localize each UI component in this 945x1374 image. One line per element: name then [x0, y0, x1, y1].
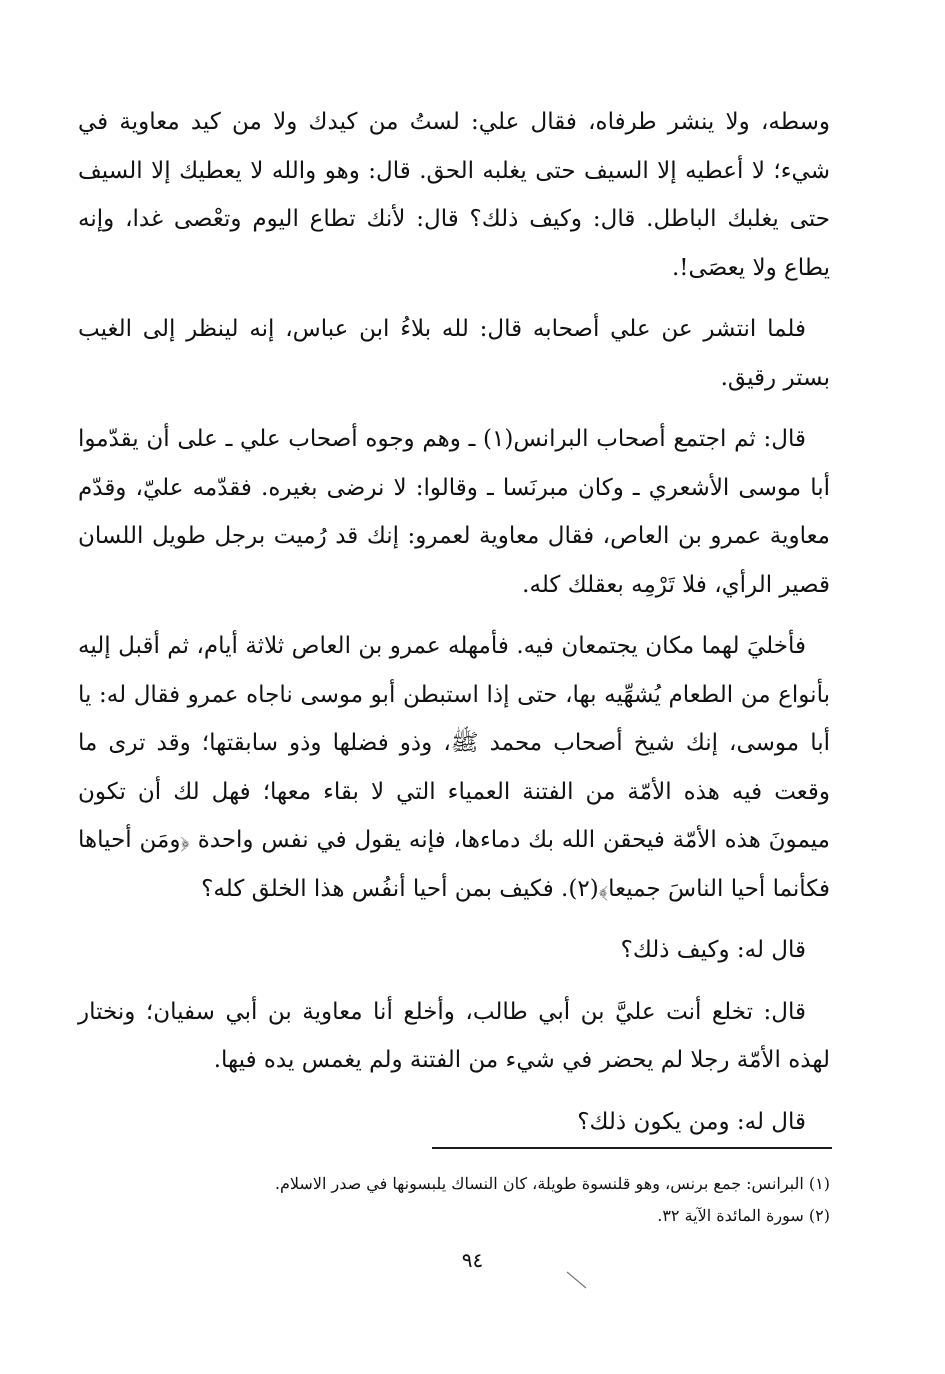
footnote-2: (٢) سورة المائدة الآية ٣٢.: [657, 1206, 830, 1225]
footnote-divider: [432, 1147, 832, 1149]
paragraph-4: فأخليَ لهما مكان يجتمعان فيه. فأمهله عمرو بن العاص ثلاثة أيام، ثم أقبل إليه بأنواع من الطعام يُشهِّيه بها، حتى إذا استبطن أبو موسى ناجاه عمرو فقال له: يا أبا موسى، إنك شيخ أصحاب محمد ﷺ، وذو فضلها وذو سابقتها؛ وقد ترى ما وقعت فيه هذه الأمّة من الفتنة العمياء التي لا بقاء معها؛ فهل لك أن تكون ميمونَ هذه الأمّة فيحقن الله بك دماءها، فإنه يقول في نفس واحدة ﴿ومَن أحياها فكأنما أحيا الناسَ جميعا﴾(٢). فكيف بمن أحيا أنفُس هذا الخلق كله؟: [78, 633, 830, 902]
footnote-1: (١) البرانس: جمع برنس، وهو قلنسوة طويلة، كان النساك يلبسونها في صدر الاسلام.: [274, 1174, 830, 1193]
paragraph-7: قال له: ومن يكون ذلك؟: [577, 1108, 806, 1135]
paragraph-5: قال له: وكيف ذلك؟: [620, 937, 806, 963]
paragraph-6: قال: تخلع أنت عليَّ بن أبي طالب، وأخلع أنا معاوية بن أبي سفيان؛ ونختار لهذه الأمّة رجلا لم يحضر في شيء من الفتنة ولم يغمس يده فيها.: [78, 998, 830, 1073]
paragraph-3: قال: ثم اجتمع أصحاب البرانس(١) ـ وهم وجوه أصحاب علي ـ على أن يقدّموا أبا موسى الأشعري ـ وكان مبرنَسا ـ وقالوا: لا نرضى بغيره. فقدّمه عليّ، وقدّم معاوية عمرو بن العاص، فقال معاوية لعمرو: إنك قد رُميت برجل طويل اللسان قصير الرأي، فلا تَرْمِه بعقلك كله.: [78, 426, 830, 598]
scan-mark-icon: [566, 1270, 588, 1290]
paragraph-2: فلما انتشر عن علي أصحابه قال: لله بلاءُ ابن عباس، إنه لينظر إلى الغيب بستر رقيق.: [78, 316, 830, 391]
paragraph-1: وسطه، ولا ينشر طرفاه، فقال علي: لستُ من كيدك ولا من كيد معاوية في شيء؛ لا أعطيه إلا السيف حتى يغلبه الحق. قال: وهو والله لا يعطيك إلا السيف حتى يغلبك الباطل. قال: وكيف ذلك؟ قال: لأنك تطاع اليوم وتعْصى غدا، وإنه يطاع ولا يعصَى!.: [78, 109, 830, 281]
main-text: [78, 98, 830, 1159]
footnotes: [180, 1168, 830, 1232]
page-number: ٩٤: [461, 1248, 484, 1272]
